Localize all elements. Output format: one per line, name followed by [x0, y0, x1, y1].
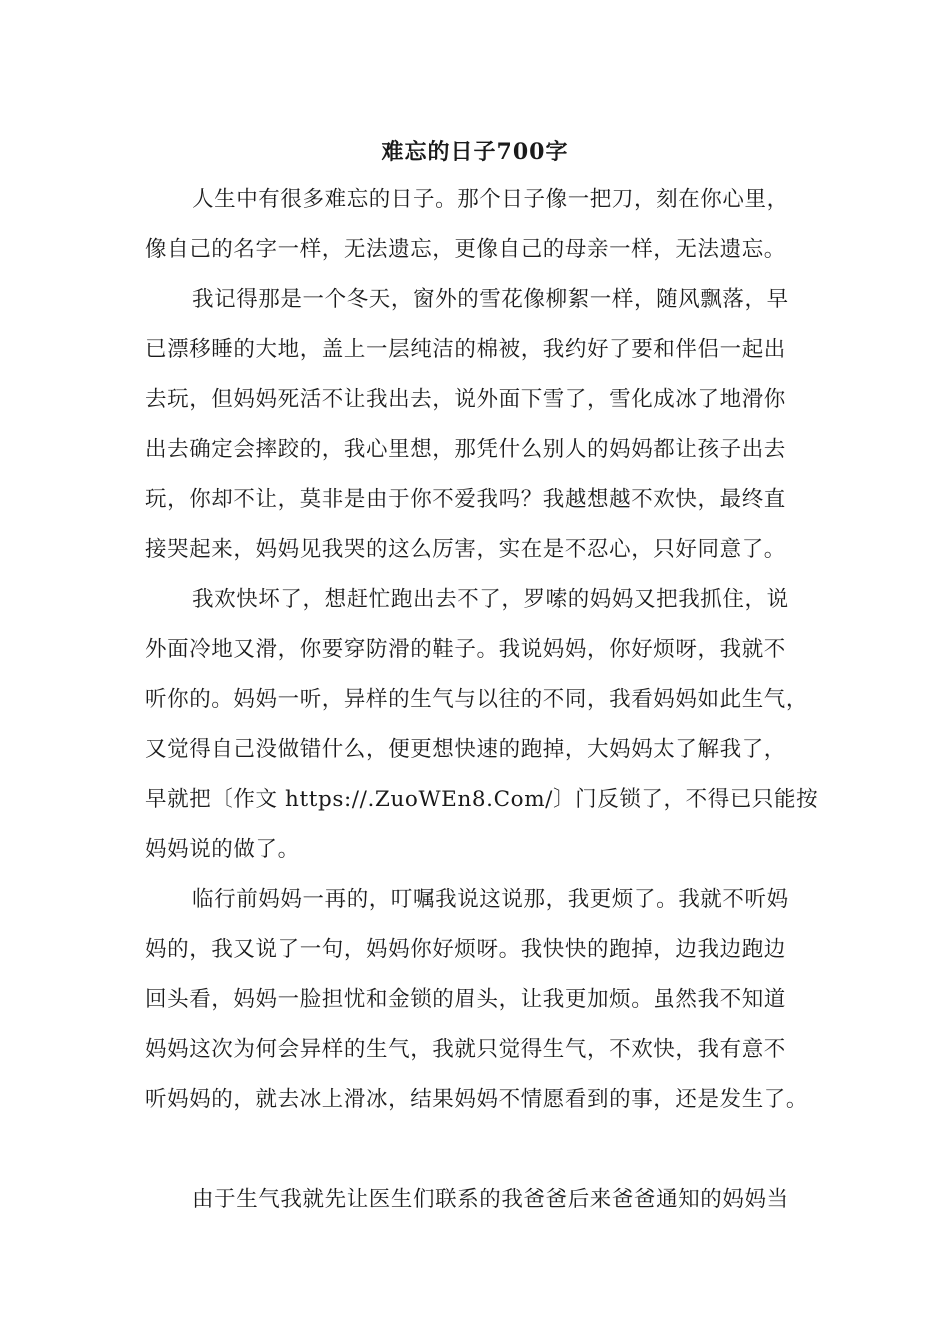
paragraph-2-line-2: 已漂移睡的大地，盖上一层纯洁的棉被，我约好了要和伴侣一起出	[145, 337, 786, 362]
document-title: 难忘的日子700字	[381, 139, 569, 165]
paragraph-3-line-3: 听你的。妈妈一听，异样的生气与以往的不同，我看妈妈如此生气，	[145, 687, 809, 712]
paragraph-2-line-5: 玩，你却不让，莫非是由于你不爱我吗？我越想越不欢快，最终直	[145, 487, 786, 512]
paragraph-4-line-3: 回头看，妈妈一脸担忧和金锁的眉头，让我更加烦。虽然我不知道	[145, 987, 786, 1012]
paragraph-4-line-4: 妈妈这次为何会异样的生气，我就只觉得生气，不欢快，我有意不	[145, 1037, 786, 1062]
paragraph-1-line-2: 像自己的名字一样，无法遗忘，更像自己的母亲一样，无法遗忘。	[145, 237, 786, 262]
paragraph-1-line-1: 人生中有很多难忘的日子。那个日子像一把刀，刻在你心里，	[192, 187, 789, 212]
paragraph-3-line-1: 我欢快坏了，想赶忙跑出去不了，罗嗦的妈妈又把我抓住，说	[192, 587, 789, 612]
paragraph-2-line-1: 我记得那是一个冬天，窗外的雪花像柳絮一样，随风飘落，早	[192, 287, 789, 312]
paragraph-2-line-4: 出去确定会摔跤的，我心里想，那凭什么别人的妈妈都让孩子出去	[145, 437, 786, 462]
paragraph-4-line-5: 听妈妈的，就去冰上滑冰，结果妈妈不情愿看到的事，还是发生了。	[145, 1087, 809, 1112]
paragraph-5-line-1: 由于生气我就先让医生们联系的我爸爸后来爸爸通知的妈妈当	[192, 1187, 789, 1212]
paragraph-2-line-3: 去玩，但妈妈死活不让我出去，说外面下雪了，雪化成冰了地滑你	[145, 387, 786, 412]
paragraph-3-line-4: 又觉得自己没做错什么，便更想快速的跑掉，大妈妈太了解我了，	[145, 737, 786, 762]
paragraph-4-line-2: 妈的，我又说了一句，妈妈你好烦呀。我快快的跑掉，边我边跑边	[145, 937, 786, 962]
paragraph-2-line-6: 接哭起来，妈妈见我哭的这么厉害，实在是不忍心，只好同意了。	[145, 537, 786, 562]
paragraph-3-line-2: 外面冷地又滑，你要穿防滑的鞋子。我说妈妈，你好烦呀，我就不	[145, 637, 786, 662]
paragraph-4-line-1: 临行前妈妈一再的，叮嘱我说这说那，我更烦了。我就不听妈	[192, 887, 789, 912]
paragraph-3-line-5: 早就把〔作文 https://.ZuoWEn8.Com/〕门反锁了，不得已只能按	[145, 787, 819, 812]
paragraph-3-line-6: 妈妈说的做了。	[145, 837, 300, 862]
